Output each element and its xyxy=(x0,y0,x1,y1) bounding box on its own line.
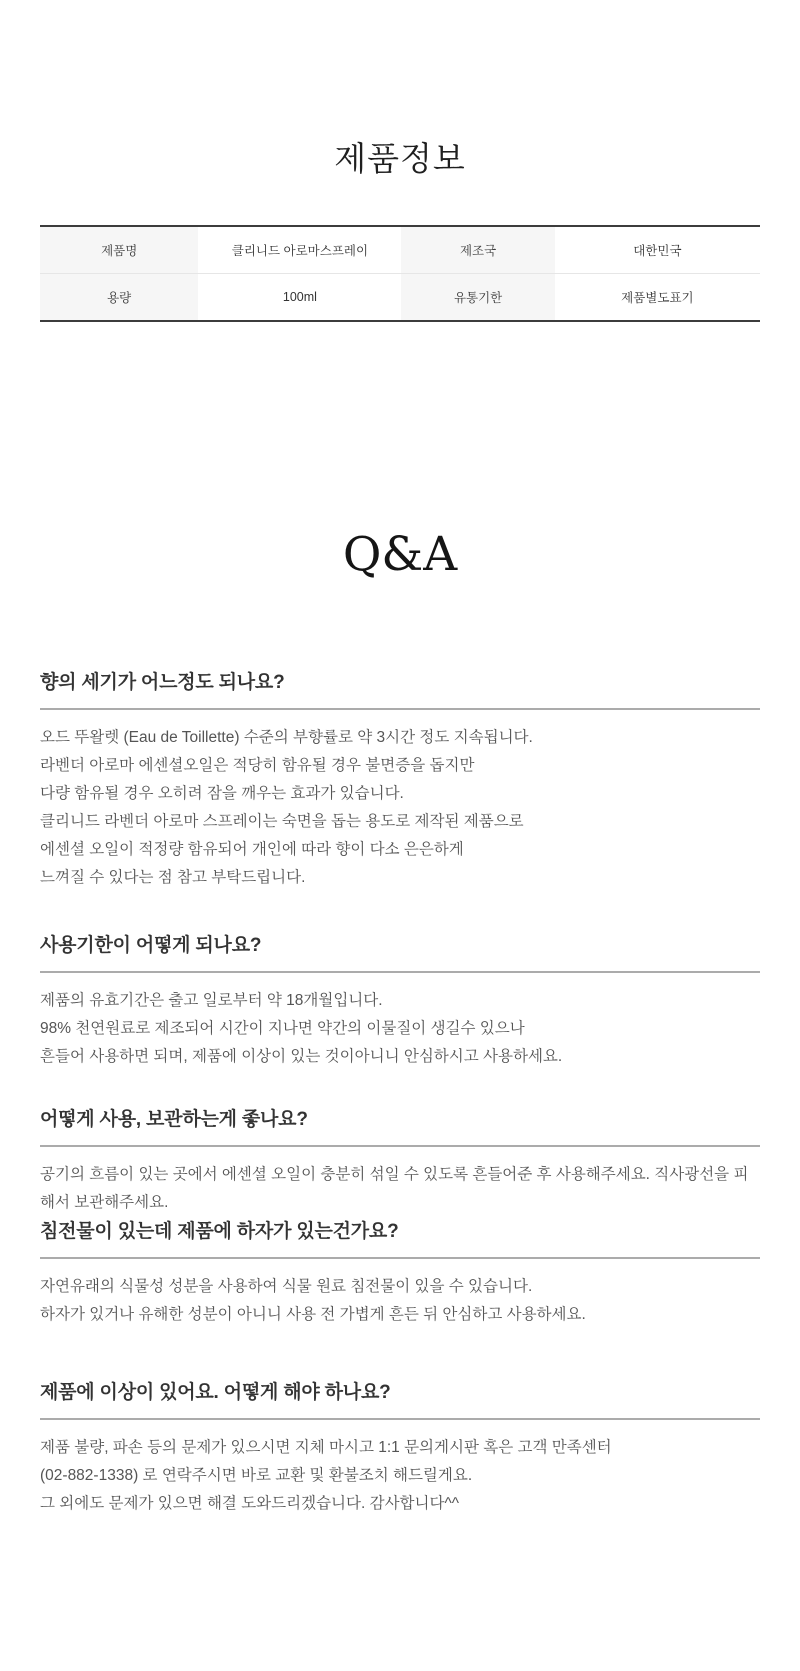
qa-answer-line: 98% 천연원료로 제조되어 시간이 지나면 약간의 이물질이 생길수 있으나 xyxy=(40,1020,525,1038)
qa-section-defect xyxy=(40,1380,760,1518)
spec-label-product-name: 제품명 xyxy=(40,226,198,274)
qa-question: 침전물이 있는데 제품에 하자가 있는건가요? xyxy=(40,1221,399,1243)
product-spec-table-wrap xyxy=(0,225,800,322)
spec-value-product-name: 클리니드 아로마스프레이 xyxy=(198,226,401,274)
spec-value-volume: 100ml xyxy=(198,274,401,322)
qa-section-divider xyxy=(40,708,760,710)
qa-question: 어떻게 사용, 보관하는게 좋나요? xyxy=(40,1109,308,1131)
qa-section-scent-strength xyxy=(40,670,760,892)
qa-answer-line: 클리니드 라벤더 아로마 스프레이는 숙면을 돕는 용도로 제작된 제품으로 xyxy=(40,813,524,831)
qa-section-divider xyxy=(40,971,760,973)
spec-label-country: 제조국 xyxy=(401,226,554,274)
qa-section-divider xyxy=(40,1418,760,1420)
qa-answer-line: 느껴질 수 있다는 점 참고 부탁드립니다. xyxy=(40,869,306,887)
qa-section-divider xyxy=(40,1257,760,1259)
qa-section-divider xyxy=(40,1145,760,1147)
qa-answer-line-highlight: 다량 함유될 경우 오히려 잠을 깨우는 효과가 있습니다. xyxy=(40,785,404,803)
spec-row-2 xyxy=(40,274,760,322)
spec-value-country: 대한민국 xyxy=(555,226,760,274)
qa-answer-line: 자연유래의 식물성 성분을 사용하여 식물 원료 침전물이 있을 수 있습니다. xyxy=(40,1278,533,1296)
qa-answer-line: 하자가 있거나 유해한 성분이 아니니 사용 전 가볍게 흔든 뒤 안심하고 사용하세요. xyxy=(40,1306,586,1324)
spec-label-expiry: 유통기한 xyxy=(401,274,554,322)
qa-answer-line: 오드 뚜왈렛 (Eau de Toillette) 수준의 부향률로 약 3시간 정도 지속됩니다. xyxy=(40,729,533,747)
qa-answer-line-highlight: 라벤더 아로마 에센셜오일은 적당히 함유될 경우 불면증을 돕지만 xyxy=(40,757,475,775)
qa-question: 제품에 이상이 있어요. 어떻게 해야 하나요? xyxy=(40,1382,391,1404)
qa-answer-line: (02-882-1338) 로 연락주시면 바로 교환 및 환불조치 해드릴게요. xyxy=(40,1467,473,1485)
qa-answer-line: 그 외에도 문제가 있으면 해결 도와드리겠습니다. 감사합니다^^ xyxy=(40,1495,460,1513)
qa-section-usage-storage xyxy=(40,1107,760,1217)
qa-question: 향의 세기가 어느정도 되나요? xyxy=(40,672,285,694)
spec-label-volume: 용량 xyxy=(40,274,198,322)
qa-answer-line: 제품 불량, 파손 등의 문제가 있으시면 지체 마시고 1:1 문의게시판 혹은 고객 만족센터 xyxy=(40,1439,612,1457)
qa-title: Q&A xyxy=(342,527,458,583)
qa-section-sediment xyxy=(40,1219,760,1329)
qa-answer-line: 에센셜 오일이 적정량 함유되어 개인에 따라 향이 다소 은은하게 xyxy=(40,841,464,859)
page-title: 제품정보 xyxy=(334,140,466,177)
spec-value-expiry: 제품별도표기 xyxy=(555,274,760,322)
qa-answer-line: 공기의 흐름이 있는 곳에서 에센셜 오일이 충분히 섞일 수 있도록 흔들어준 후 사용해주세요. 직사광선을 피해서 보관해주세요. xyxy=(40,1166,749,1212)
qa-section-shelf-life xyxy=(40,933,760,1071)
qa-content xyxy=(0,670,800,1518)
qa-answer-line: 제품의 유효기간은 출고 일로부터 약 18개월입니다. xyxy=(40,992,383,1010)
qa-answer-line: 흔들어 사용하면 되며, 제품에 이상이 있는 것이아니니 안심하시고 사용하세요. xyxy=(40,1048,563,1066)
qa-question: 사용기한이 어떻게 되나요? xyxy=(40,935,262,957)
product-spec-table xyxy=(40,225,760,322)
spec-row-1 xyxy=(40,226,760,274)
